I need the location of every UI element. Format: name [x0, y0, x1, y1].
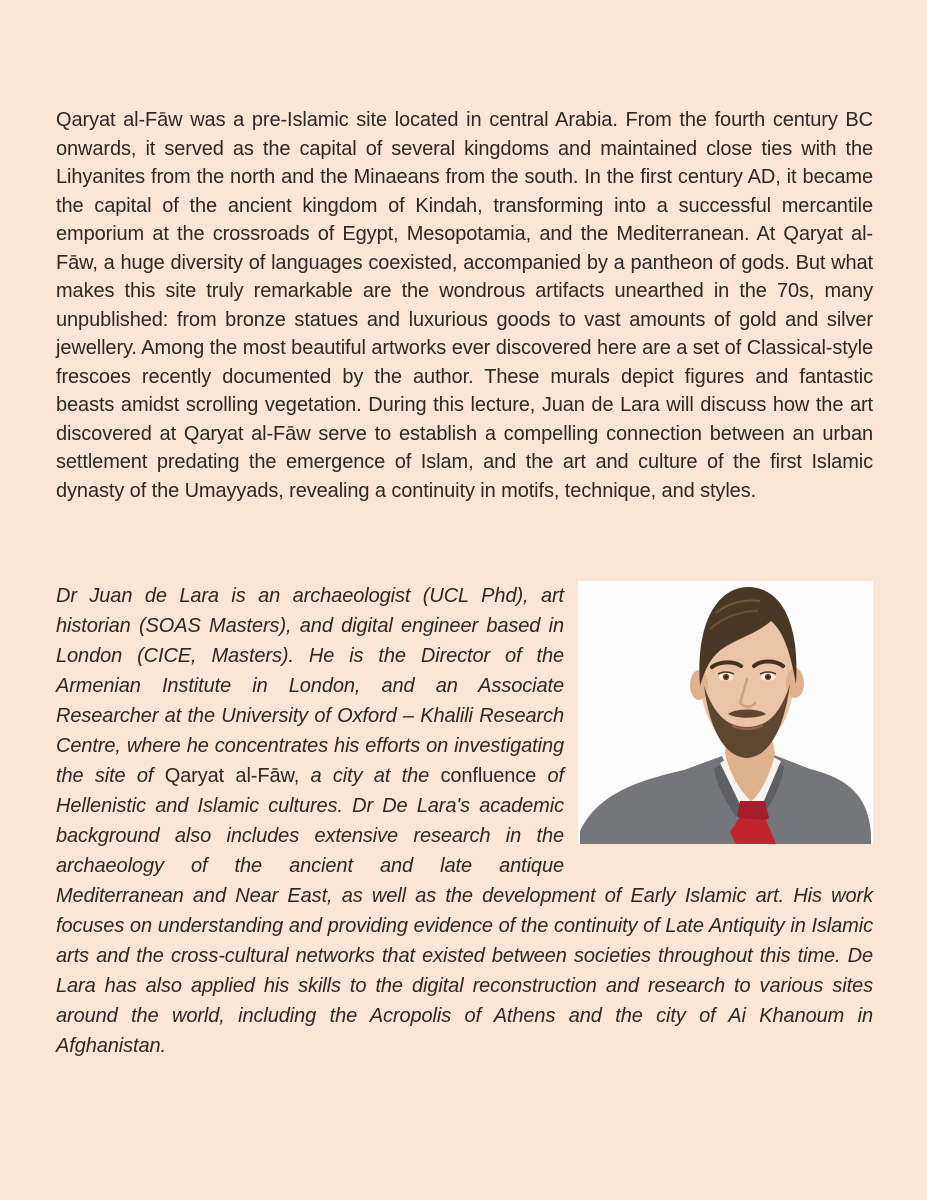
bio-text-segment: Dr Juan de Lara is an archaeologist (UCL Phd), art historian (SOAS Masters), and digital engineer based in London (CICE, Masters). He is the Director of the Armenian Institute in London, and an Associate Researcher at the University of Oxford – Khalili Research Centre, where he concentrates his efforts on investigating the site of	[56, 585, 564, 787]
portrait-photo-illustration	[578, 581, 873, 844]
bio-section	[56, 581, 873, 1061]
bio-text-segment: a city at the	[299, 765, 441, 787]
bio-text-segment: of Hellenistic and Islamic cultures. Dr De Lara's academic background also includes extensive research in the archaeology of the ancient and late antique Mediterranean and Near East, as well as the development of Early Islamic art. His work focuses on understanding and providing evidence of the continuity of Late Antiquity in Islamic arts and the cross-cultural networks that existed between societies throughout this time. De Lara has also applied his skills to the digital reconstruction and research to various sites around the world, including the Acropolis of Athens and the city of Ai Khanoum in Afghanistan.	[56, 765, 873, 1057]
abstract-paragraph: Qaryat al-Fāw was a pre-Islamic site located in central Arabia. From the fourth century BC onwards, it served as the capital of several kingdoms and maintained close ties with the Lihyanites from the north and the Minaeans from the south. In the first century AD, it became the capital of the ancient kingdom of Kindah, transforming into a successful mercantile emporium at the crossroads of Egypt, Mesopotamia, and the Mediterranean. At Qaryat al-Fāw, a huge diversity of languages coexisted, accompanied by a pantheon of gods. But what makes this site truly remarkable are the wondrous artifacts unearthed in the 70s, many unpublished: from bronze statues and luxurious goods to vast amounts of gold and silver jewellery. Among the most beautiful artworks ever discovered here are a set of Classical-style frescoes recently documented by the author. These murals depict figures and fantastic beasts amidst scrolling vegetation. During this lecture, Juan de Lara will discuss how the art discovered at Qaryat al-Fāw serve to establish a compelling connection between an urban settlement predating the emergence of Islam, and the art and culture of the first Islamic dynasty of the Umayyads, revealing a continuity in motifs, technique, and styles.	[56, 109, 873, 502]
bio-site-name: Qaryat al-Fāw,	[164, 765, 300, 787]
bio-upright-word: confluence	[440, 765, 537, 787]
speaker-photo	[578, 581, 873, 844]
